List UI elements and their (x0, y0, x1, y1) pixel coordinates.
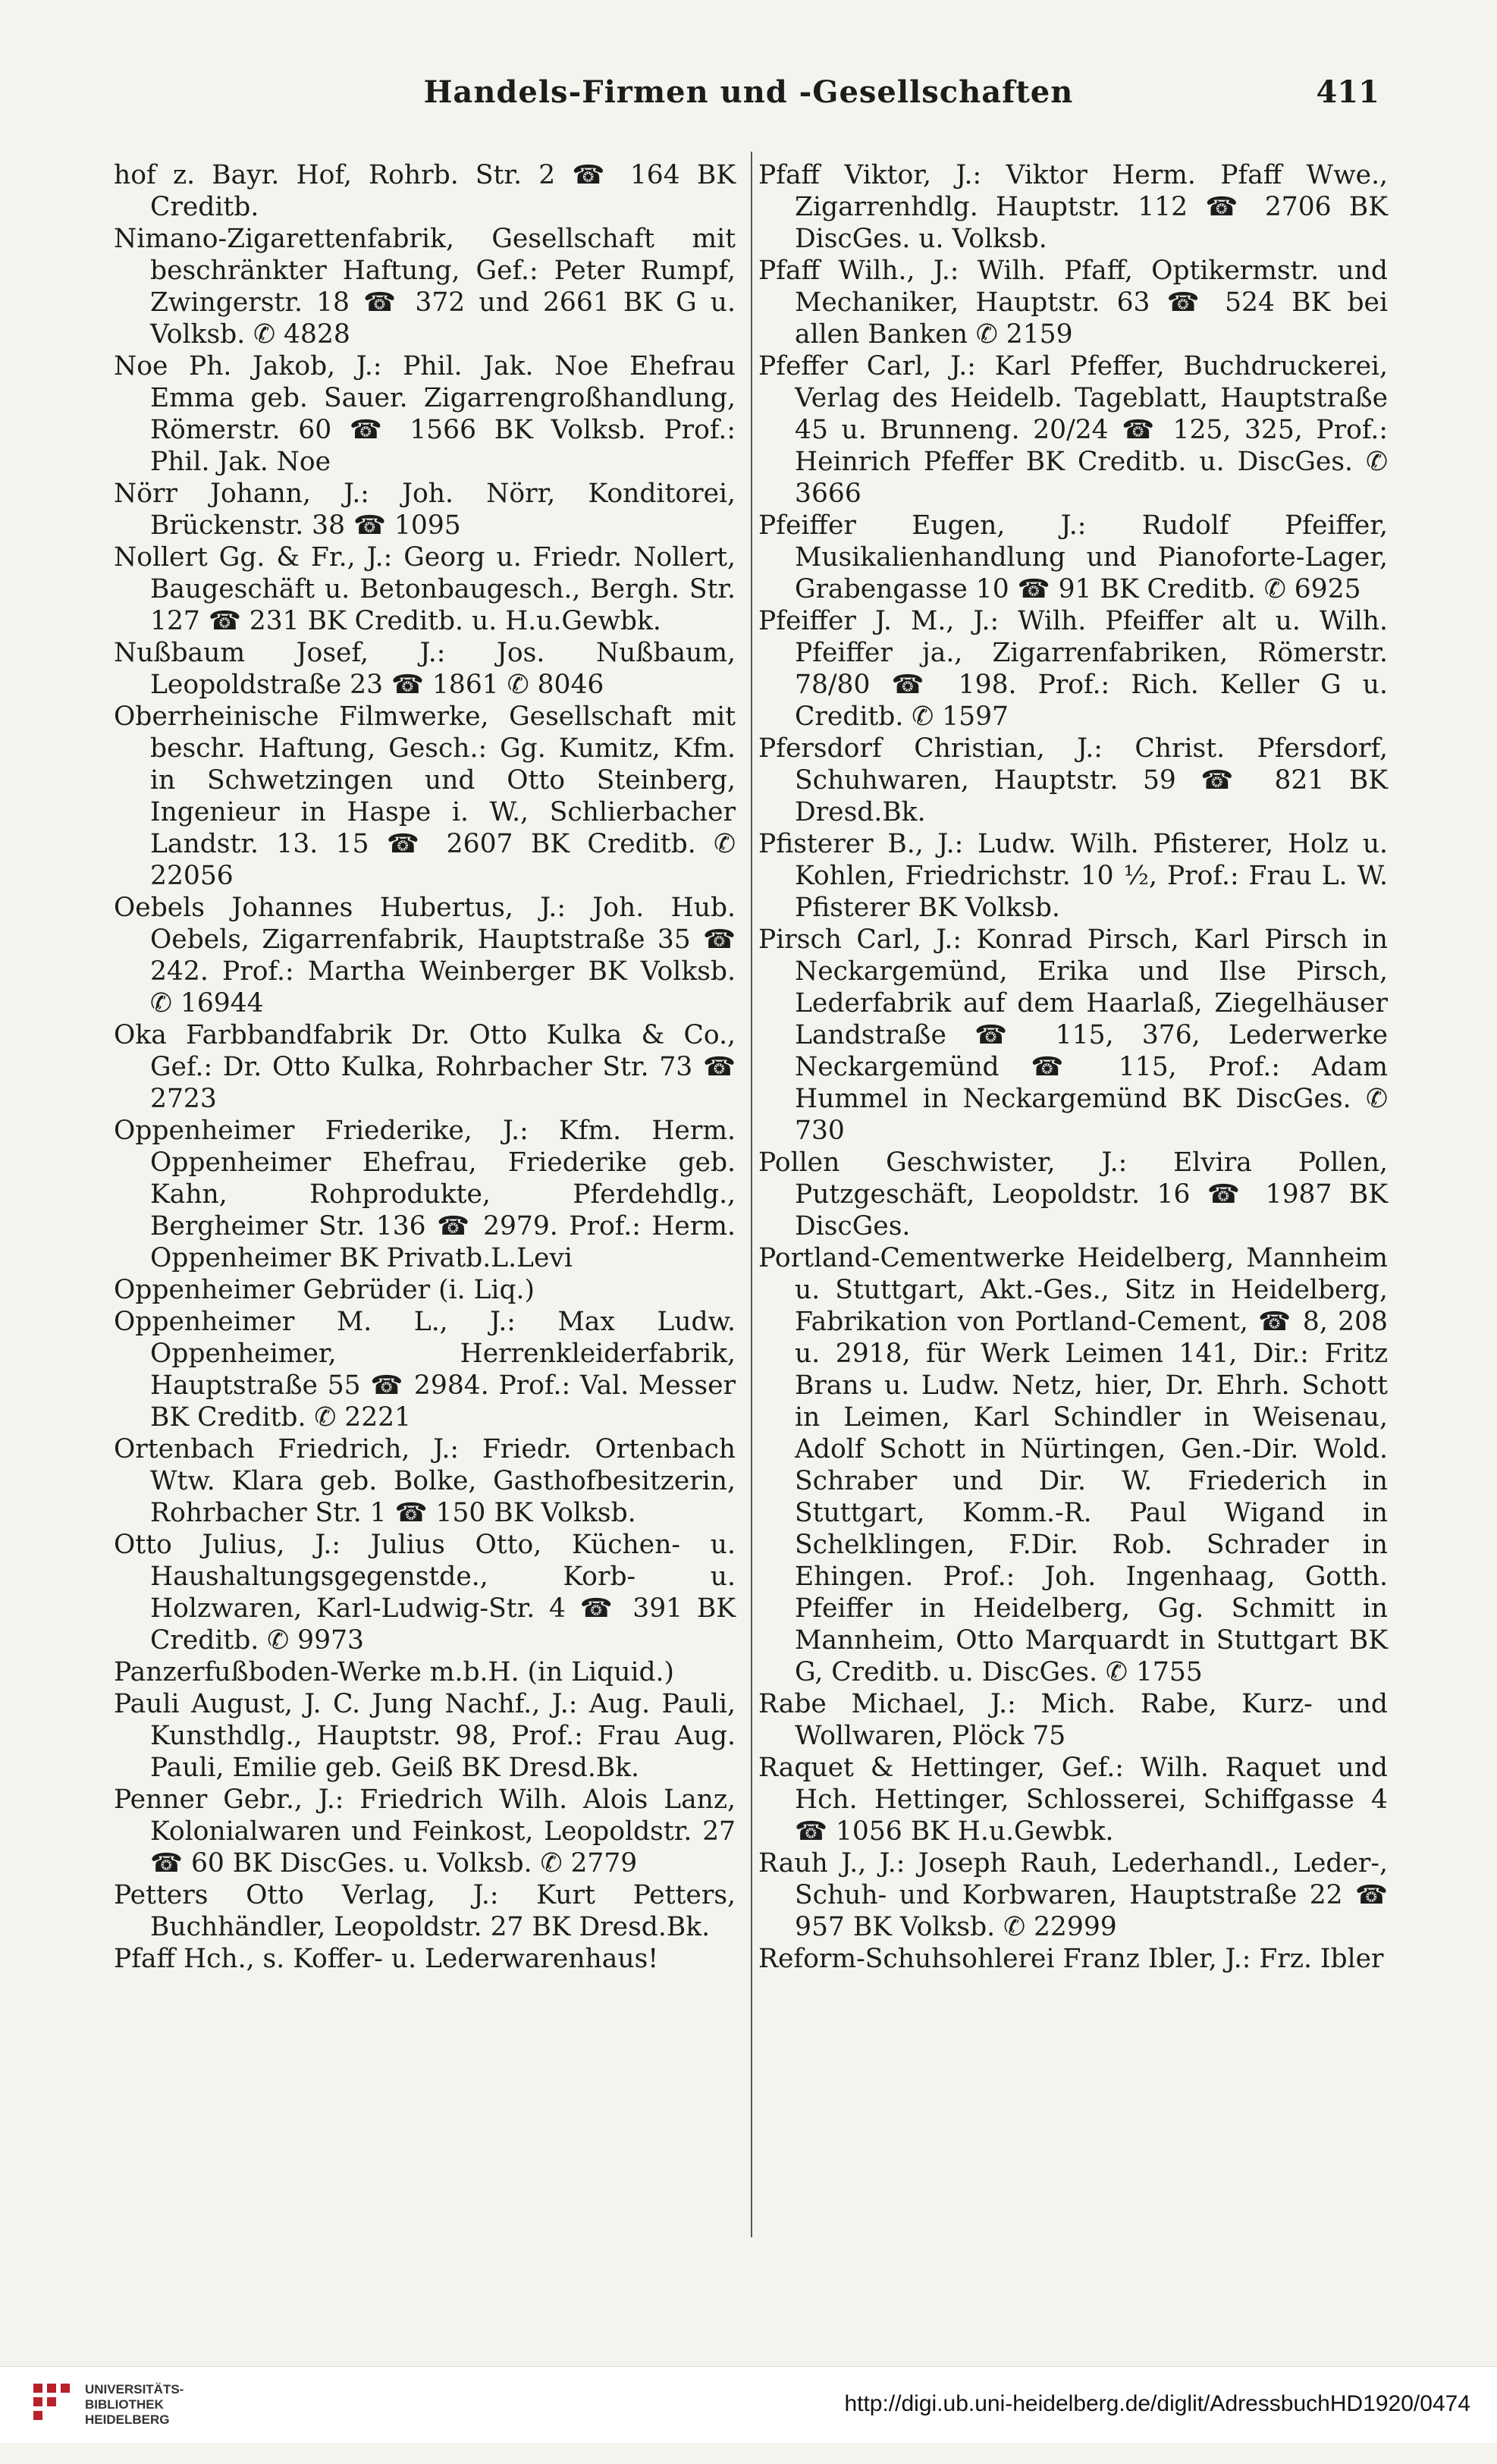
directory-entry: Pfeffer Carl, J.: Karl Pfeffer, Buchdruckerei, Verlag des Heidelb. Tageblatt, Hauptstraße 45 u. Brunneng. 20/24 ☎ 125, 325, Prof.: Heinrich Pfeffer BK Creditb. u. DiscGes. ✆ 3666 (758, 351, 1388, 509)
directory-entry: Pauli August, J. C. Jung Nachf., J.: Aug. Pauli, Kunsthdlg., Hauptstr. 98, Prof.: Frau Aug. Pauli, Emilie geb. Geiß BK Dresd.Bk. (114, 1689, 736, 1783)
directory-entry: Oppenheimer M. L., J.: Max Ludw. Oppenheimer, Herrenkleiderfabrik, Hauptstraße 55 ☎ 2984. Prof.: Val. Messer BK Creditb. ✆ 2221 (114, 1307, 736, 1433)
directory-entry: Pfisterer B., J.: Ludw. Wilh. Pfisterer, Holz u. Kohlen, Friedrichstr. 10 ½, Prof.: Frau L. W. Pfisterer BK Volksb. (758, 829, 1388, 923)
directory-entry: Oppenheimer Friederike, J.: Kfm. Herm. Oppenheimer Ehefrau, Friederike geb. Kahn, Rohprodukte, Pferdehdlg., Bergheimer Str. 136 ☎ 2979. Prof.: Herm. Oppenheimer BK Privatb.L.Levi (114, 1116, 736, 1273)
directory-entry: Otto Julius, J.: Julius Otto, Küchen- u. Haushaltungsgegenstde., Korb- u. Holzwaren, Karl-Ludwig-Str. 4 ☎ 391 BK Creditb. ✆ 9973 (114, 1530, 736, 1656)
directory-entry: Panzerfußboden-Werke m.b.H. (in Liquid.) (114, 1657, 674, 1687)
right-column (758, 159, 1388, 1975)
directory-entry: Rabe Michael, J.: Mich. Rabe, Kurz- und Wollwaren, Plöck 75 (758, 1689, 1388, 1751)
library-name (85, 2382, 184, 2428)
directory-entry: Nörr Johann, J.: Joh. Nörr, Konditorei, Brückenstr. 38 ☎ 1095 (114, 479, 736, 541)
directory-entry: Nollert Gg. & Fr., J.: Georg u. Friedr. Nollert, Baugeschäft u. Betonbaugesch., Bergh. Str. 127 ☎ 231 BK Creditb. u. H.u.Gewbk. (114, 542, 736, 636)
directory-entry: Pirsch Carl, J.: Konrad Pirsch, Karl Pirsch in Neckargemünd, Erika und Ilse Pirsch, Lederfabrik auf dem Haarlaß, Ziegelhäuser Landstraße ☎ 115, 376, Lederwerke Neckargemünd ☎ 115, Prof.: Adam Hummel in Neckargemünd BK DiscGes. ✆ 730 (758, 924, 1388, 1146)
directory-entry: Oppenheimer Gebrüder (i. Liq.) (114, 1275, 535, 1305)
library-name-line: UNIVERSITÄTS- (85, 2382, 184, 2397)
directory-entry: Reform-Schuhsohlerei Franz Ibler, J.: Frz. Ibler (758, 1944, 1384, 1974)
directory-entry: Nußbaum Josef, J.: Jos. Nußbaum, Leopoldstraße 23 ☎ 1861 ✆ 8046 (114, 638, 736, 700)
directory-entry: Penner Gebr., J.: Friedrich Wilh. Alois Lanz, Kolonialwaren und Feinkost, Leopoldstr. 27 ☎ 60 BK DiscGes. u. Volksb. ✆ 2779 (114, 1784, 736, 1879)
page-header (0, 70, 1497, 123)
column-divider (751, 152, 752, 2237)
directory-entry: Petters Otto Verlag, J.: Kurt Petters, Buchhändler, Leopoldstr. 27 BK Dresd.Bk. (114, 1880, 736, 1942)
directory-entry: Oberrheinische Filmwerke, Gesellschaft mit beschr. Haftung, Gesch.: Gg. Kumitz, Kfm. in Schwetzingen und Otto Steinberg, Ingenieur in Haspe i. W., Schlierbacher Landstr. 13. 15 ☎ 2607 BK Creditb. ✆ 22056 (114, 702, 736, 891)
directory-entry: Pfersdorf Christian, J.: Christ. Pfersdorf, Schuhwaren, Hauptstr. 59 ☎ 821 BK Dresd.Bk. (758, 733, 1388, 827)
directory-entry: Pollen Geschwister, J.: Elvira Pollen, Putzgeschäft, Leopoldstr. 16 ☎ 1987 BK DiscGes. (758, 1147, 1388, 1241)
directory-entry: Pfaff Viktor, J.: Viktor Herm. Pfaff Wwe., Zigarrenhdlg. Hauptstr. 112 ☎ 2706 BK DiscGes. u. Volksb. (758, 160, 1388, 254)
directory-entry: Nimano-Zigarettenfabrik, Gesellschaft mit beschränkter Haftung, Gef.: Peter Rumpf, Zwingerstr. 18 ☎ 372 und 2661 BK G u. Volksb. ✆ 4828 (114, 224, 736, 350)
directory-entry: Pfaff Wilh., J.: Wilh. Pfaff, Optikermstr. und Mechaniker, Hauptstr. 63 ☎ 524 BK bei allen Banken ✆ 2159 (758, 256, 1388, 350)
directory-entry: hof z. Bayr. Hof, Rohrb. Str. 2 ☎ 164 BK Creditb. (114, 160, 736, 222)
page-number: 411 (1316, 74, 1379, 110)
page-title: Handels-Firmen und -Gesellschaften (423, 74, 1074, 110)
library-name-line: HEIDELBERG (85, 2412, 170, 2427)
directory-entry: Raquet & Hettinger, Gef.: Wilh. Raquet und Hch. Hettinger, Schlosserei, Schiffgasse 4 ☎ 1056 BK H.u.Gewbk. (758, 1753, 1388, 1847)
directory-entry: Pfeiffer J. M., J.: Wilh. Pfeiffer alt u. Wilh. Pfeiffer ja., Zigarrenfabriken, Römerstr. 78/80 ☎ 198. Prof.: Rich. Keller G u. Creditb. ✆ 1597 (758, 606, 1388, 732)
directory-entry: Oebels Johannes Hubertus, J.: Joh. Hub. Oebels, Zigarrenfabrik, Hauptstraße 35 ☎ 242. Prof.: Martha Weinberger BK Volksb. ✆ 16944 (114, 893, 736, 1019)
source-url-link[interactable]: http://digi.ub.uni-heidelberg.de/diglit/AdressbuchHD1920/0474 (844, 2391, 1470, 2416)
directory-entry: Noe Ph. Jakob, J.: Phil. Jak. Noe Ehefrau Emma geb. Sauer. Zigarrengroßhandlung, Römerstr. 60 ☎ 1566 BK Volksb. Prof.: Phil. Jak. Noe (114, 351, 736, 477)
left-column (114, 159, 736, 1975)
directory-entry: Pfeiffer Eugen, J.: Rudolf Pfeiffer, Musikalienhandlung und Pianoforte-Lager, Grabengasse 10 ☎ 91 BK Creditb. ✆ 6925 (758, 510, 1388, 604)
directory-entry: Portland-Cementwerke Heidelberg, Mannheim u. Stuttgart, Akt.-Ges., Sitz in Heidelberg, Fabrikation von Portland-Cement, ☎ 8, 208 u. 2918, für Werk Leimen 141, Dir.: Fritz Brans u. Ludw. Netz, hier, Dr. Ehrh. Schott in Leimen, Karl Schindler in Weisenau, Adolf Schott in Nürtingen, Gen.-Dir. Wold. Schraber und Dir. W. Friederich in Stuttgart, Komm.-R. Paul Wigand in Schelklingen, F.Dir. Rob. Schrader in Ehingen. Prof.: Joh. Ingenhaag, Gotth. Pfeiffer in Heidelberg, Gg. Schmitt in Mannheim, Otto Marquardt in Stuttgart BK G, Creditb. u. DiscGes. ✆ 1755 (758, 1243, 1388, 1687)
viewer-footer (0, 2366, 1497, 2443)
library-logo-icon (30, 2381, 76, 2426)
directory-entry: Oka Farbbandfabrik Dr. Otto Kulka & Co., Gef.: Dr. Otto Kulka, Rohrbacher Str. 73 ☎ 2723 (114, 1020, 736, 1114)
directory-entry: Rauh J., J.: Joseph Rauh, Lederhandl., Leder-, Schuh- und Korbwaren, Hauptstraße 22 ☎ 957 BK Volksb. ✆ 22999 (758, 1848, 1388, 1942)
directory-entry: Pfaff Hch., s. Koffer- u. Lederwarenhaus! (114, 1944, 659, 1974)
library-name-line: BIBLIOTHEK (85, 2397, 164, 2412)
directory-entry: Ortenbach Friedrich, J.: Friedr. Ortenbach Wtw. Klara geb. Bolke, Gasthofbesitzerin, Rohrbacher Str. 1 ☎ 150 BK Volksb. (114, 1434, 736, 1528)
